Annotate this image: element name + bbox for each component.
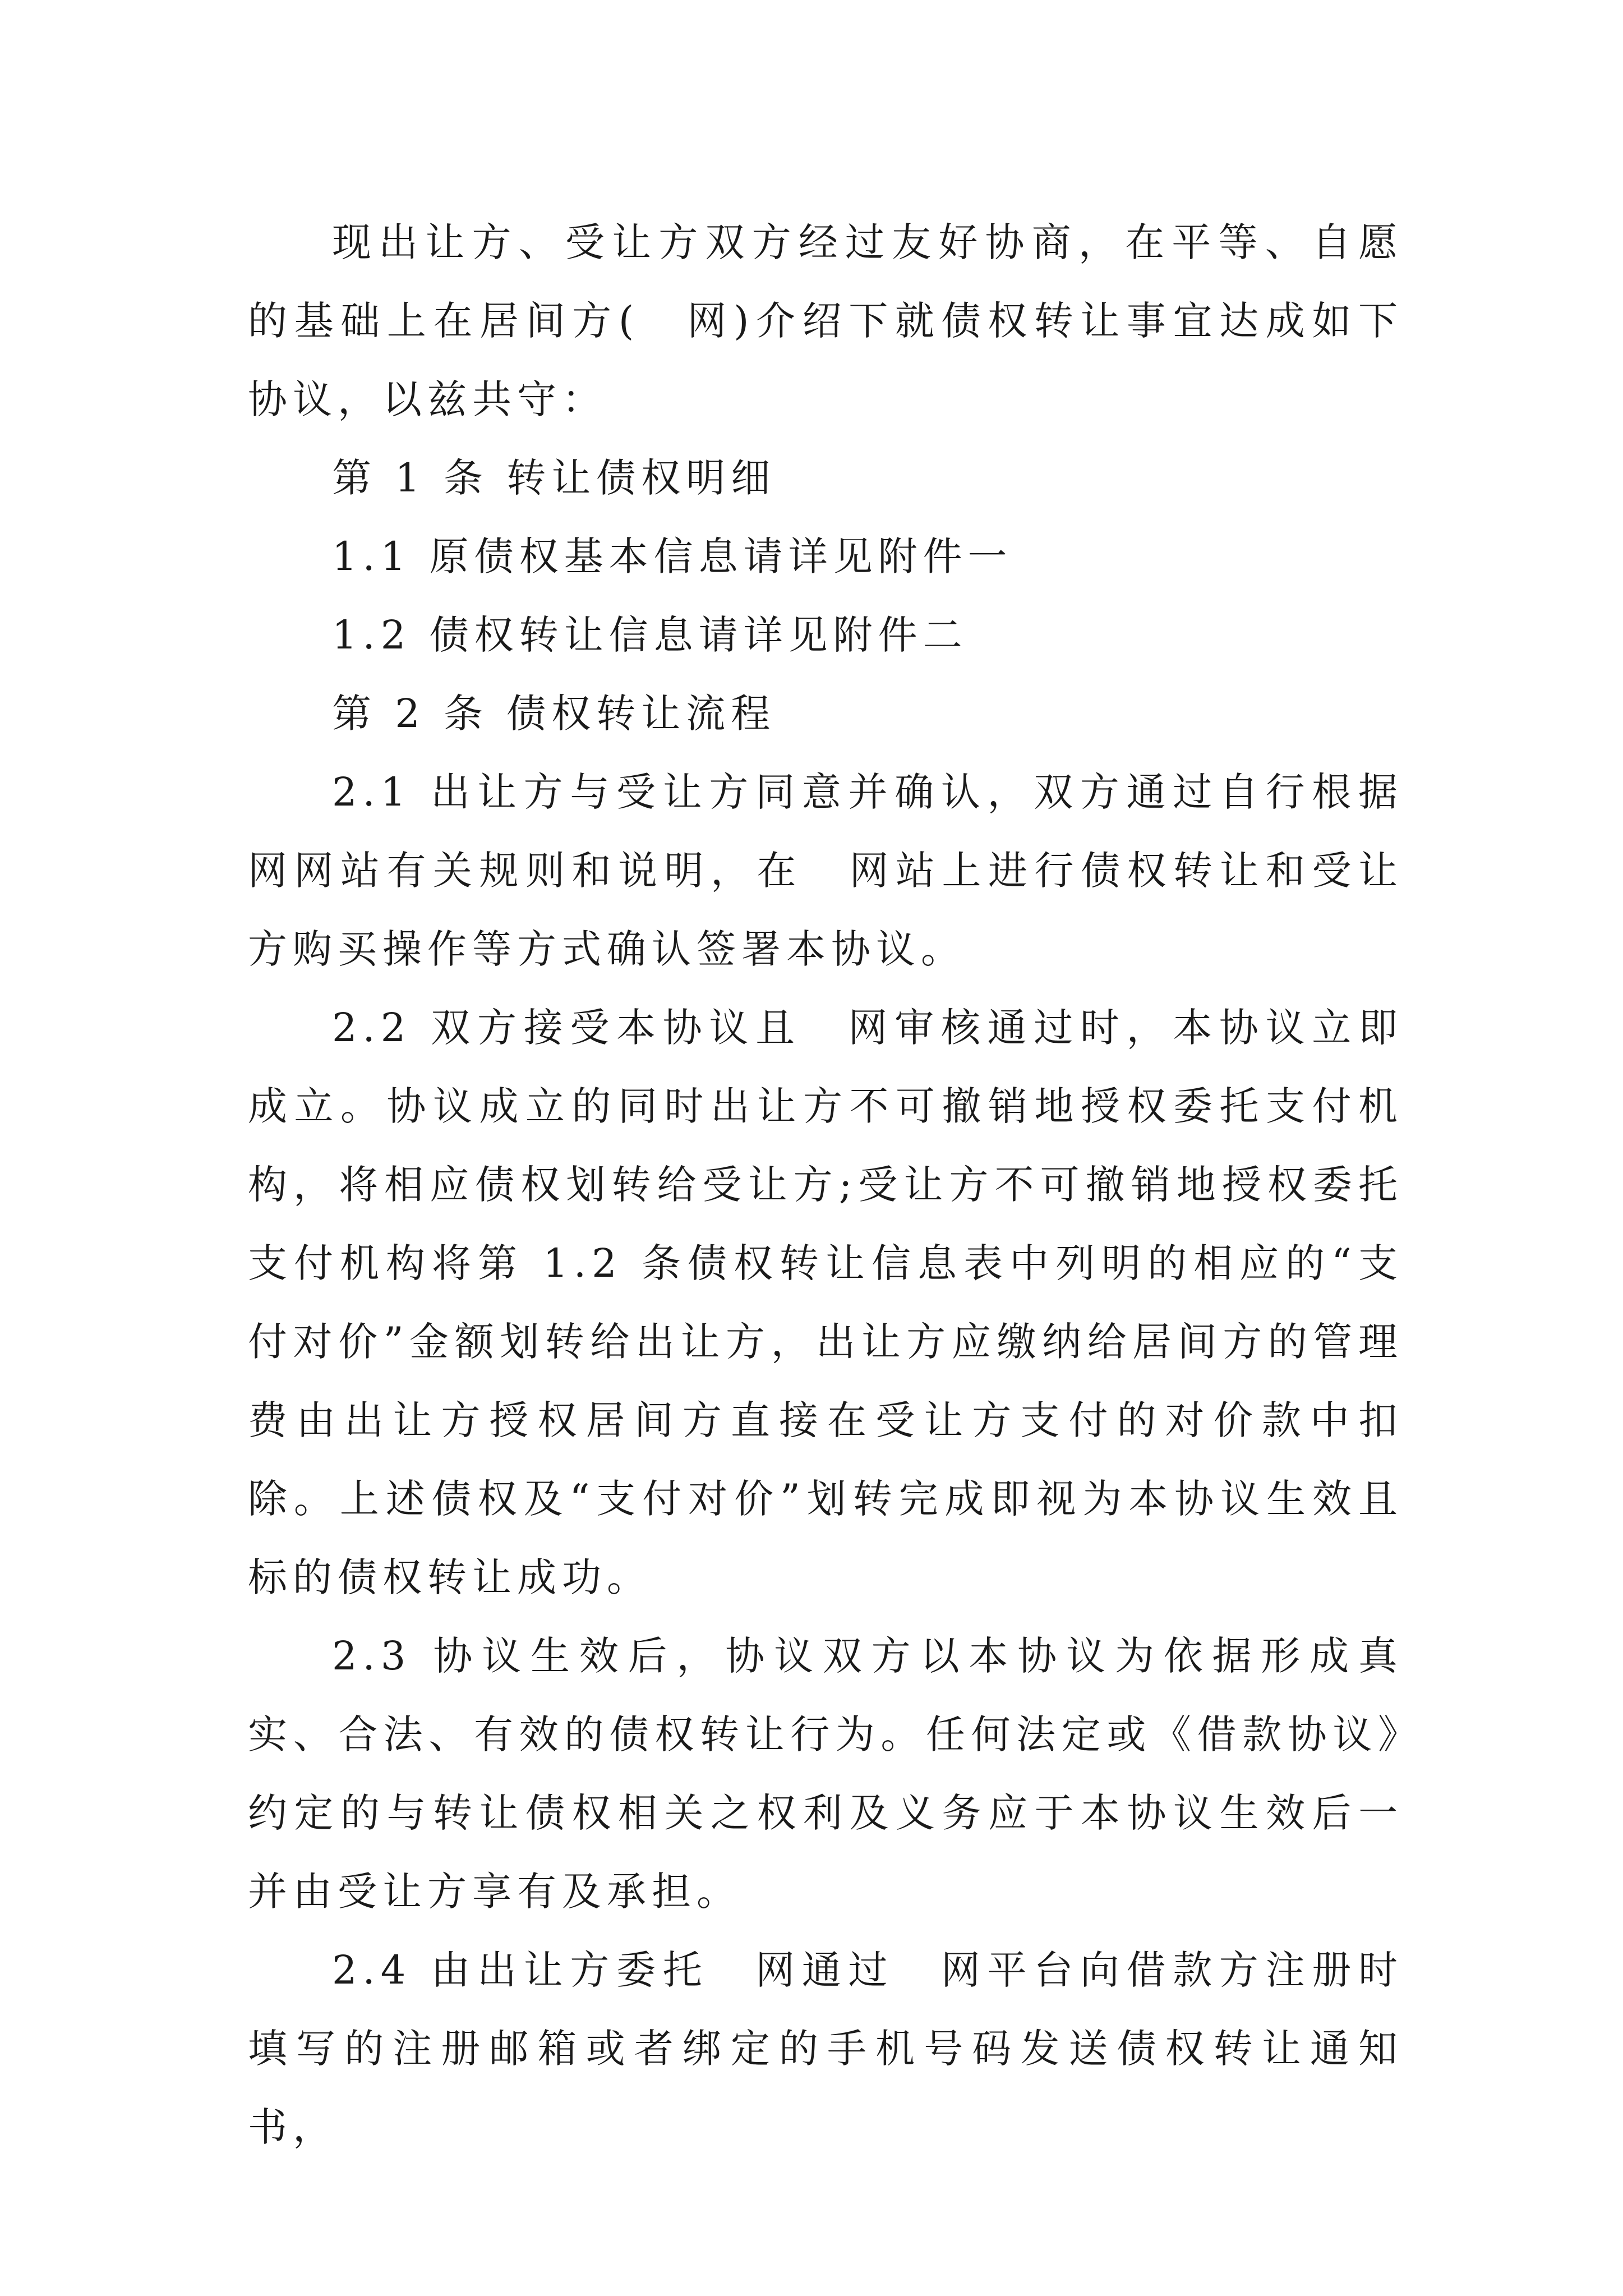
clause-2-1: 2.1 出让方与受让方同意并确认，双方通过自行根据 网网站有关规则和说明，在 网站上进行债权转让和受让方购买操作等方式确认签署本协议。	[248, 769, 1448, 972]
clause-1-2: 1.2 债权转让信息请详见附件二	[332, 612, 968, 658]
clause-2-2: 2.2 双方接受本协议且 网审核通过时，本协议立即成立。协议成立的同时出让方不可撤销地授权委托支付机构，将相应债权划转给受让方;受让方不可撤销地授权委托支付机构将第 1.2 条债权转让信息表中列明的相应的“支付对价”金额划转给出让方，出让方应缴纳给居间方的管理费由出让方授权居间方直接在受让方支付的对价款中扣除。上述债权及“支付对价”划转完成即视为本协议生效且标的债权转让成功。	[248, 1005, 1403, 1600]
clause-1-1: 1.1 原债权基本信息请详见附件一	[332, 533, 1013, 579]
intro-paragraph: 现出让方、受让方双方经过友好协商，在平等、自愿的基础上在居间方( 网)介绍下就债权转让事宜达成如下协议，以兹共守：	[248, 219, 1403, 422]
article-1-heading: 第 1 条 转让债权明细	[332, 455, 776, 501]
clause-2-4: 2.4 由出让方委托 网通过 网平台向借款方注册时填写的注册邮箱或者绑定的手机号码发送债权转让通知书，	[248, 1947, 1403, 2150]
article-2-heading: 第 2 条 债权转让流程	[332, 691, 776, 737]
clause-2-3: 2.3 协议生效后，协议双方以本协议为依据形成真实、合法、有效的债权转让行为。任何法定或《借款协议》约定的与转让债权相关之权利及义务应于本协议生效后一并由受让方享有及承担。	[248, 1633, 1403, 1915]
document-body	[248, 203, 1448, 2166]
